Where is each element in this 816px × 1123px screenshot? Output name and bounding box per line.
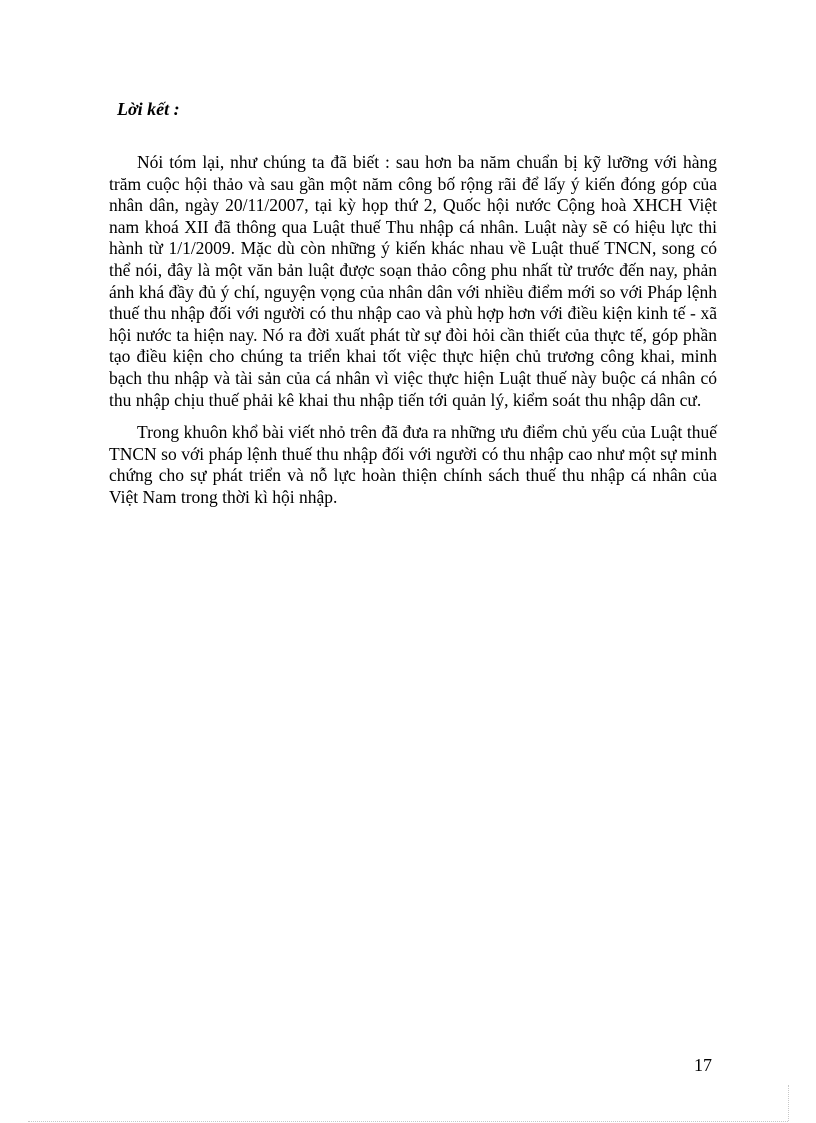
page-number: 17 <box>694 1055 712 1075</box>
page-right-border <box>788 1085 789 1121</box>
paragraph-conclusion-2: Trong khuôn khổ bài viết nhỏ trên đã đưa ra những ưu điểm chủ yếu của Luật thuế TNCN so với pháp lệnh thuế thu nhập đối với người có thu nhập cao như một sự minh chứng cho sự phát triển và nỗ lực hoàn thiện chính sách thuế thu nhập cá nhân của Việt Nam trong thời kì hội nhập. <box>109 422 717 507</box>
section-heading: Lời kết : <box>117 99 180 119</box>
body-text <box>109 152 717 520</box>
paragraph-conclusion-1: Nói tóm lại, như chúng ta đã biết : sau hơn ba năm chuẩn bị kỹ lưỡng với hàng trăm cuộc hội thảo và sau gần một năm công bố rộng rãi để lấy ý kiến đóng góp của nhân dân, ngày 20/11/2007, tại kỳ họp thứ 2, Quốc hội nước Cộng hoà XHCH Việt nam khoá XII đã thông qua Luật thuế Thu nhập cá nhân. Luật này sẽ có hiệu lực thi hành từ 1/1/2009. Mặc dù còn những ý kiến khác nhau về Luật thuế TNCN, song có thể nói, đây là một văn bản luật được soạn thảo công phu nhất từ trước đến nay, phản ánh khá đầy đủ ý chí, nguyện vọng của nhân dân với nhiều điểm mới so với Pháp lệnh thuế thu nhập đối với người có thu nhập cao và phù hợp hơn với điều kiện kinh tế - xã hội nước ta hiện nay. Nó ra đời xuất phát từ sự đòi hỏi cần thiết của thực tế, góp phần tạo điều kiện cho chúng ta triển khai tốt việc thực hiện chủ trương công khai, minh bạch thu nhập và tài sản của cá nhân vì việc thực hiện Luật thuế này buộc cá nhân có thu nhập chịu thuế phải kê khai thu nhập tiến tới quản lý, kiểm soát thu nhập dân cư. <box>109 152 717 410</box>
page-bottom-border <box>28 1121 788 1122</box>
